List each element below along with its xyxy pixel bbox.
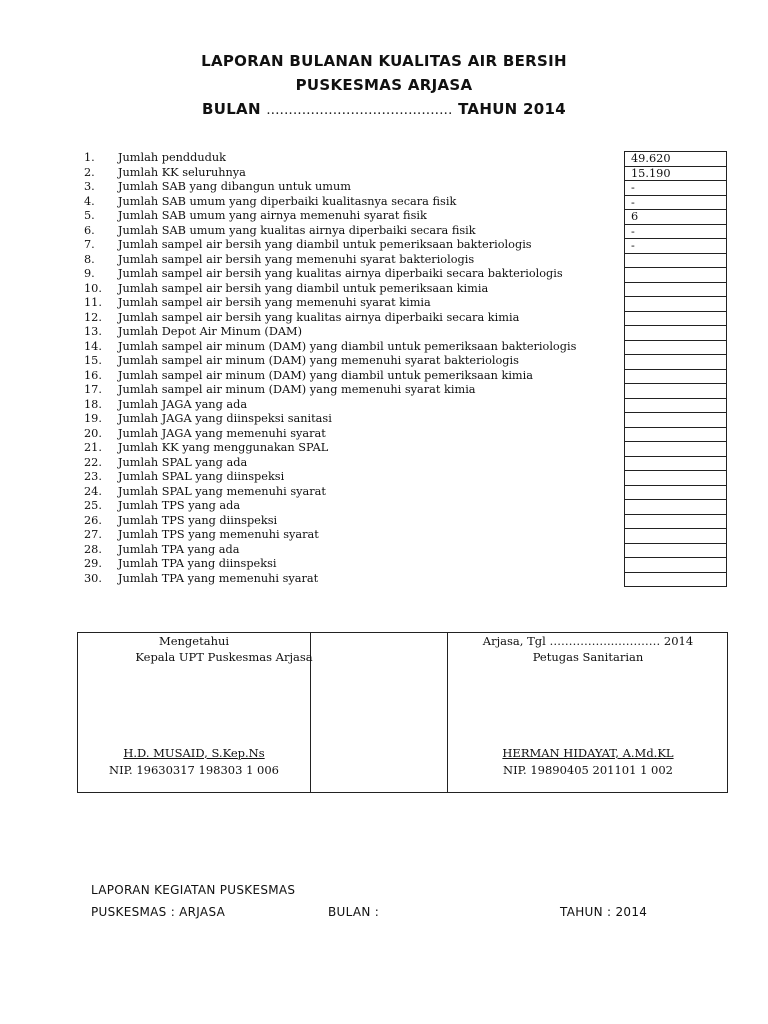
item-value: -: [625, 195, 727, 210]
item-number: 15.: [84, 354, 102, 367]
item-label: Jumlah sampel air bersih yang diambil untuk pemeriksaan bakteriologis: [118, 238, 532, 251]
item-value: [625, 326, 727, 341]
item-value: [625, 369, 727, 384]
item-label: Jumlah JAGA yang diinspeksi sanitasi: [118, 412, 332, 425]
item-value: [625, 514, 727, 529]
table-row: [625, 558, 727, 573]
table-row: [625, 543, 727, 558]
table-row: [625, 253, 727, 268]
table-row: [625, 485, 727, 500]
item-label: Jumlah TPS yang diinspeksi: [118, 513, 278, 527]
table-row: [625, 326, 727, 341]
item-label: Jumlah SAB umum yang kualitas airnya diperbaiki secara fisik: [118, 223, 476, 237]
table-row: [625, 500, 727, 515]
report-subtitle: PUSKESMAS ARJASA: [295, 76, 473, 94]
item-value: [625, 456, 727, 471]
signature-box: [77, 632, 728, 793]
left-sig-nip: NIP. 19630317 198303 1 006: [109, 763, 279, 777]
item-number: 4.: [84, 194, 95, 208]
item-value: [625, 427, 727, 442]
item-label: Jumlah TPS yang memenuhi syarat: [118, 528, 319, 541]
item-value: -: [625, 181, 727, 196]
item-number: 28.: [84, 542, 102, 556]
item-value: [625, 558, 727, 573]
item-label: Jumlah sampel air bersih yang kualitas airnya diperbaiki secara kimia: [118, 310, 520, 324]
table-row: [625, 195, 727, 210]
table-row: [625, 514, 727, 529]
item-label: Jumlah JAGA yang ada: [118, 397, 248, 411]
item-number: 1.: [84, 151, 95, 164]
item-number: 18.: [84, 397, 102, 411]
item-label: Jumlah JAGA yang memenuhi syarat: [118, 426, 326, 440]
item-number: 6.: [84, 223, 95, 237]
table-row: [625, 152, 727, 167]
item-number: 7.: [84, 238, 95, 251]
item-label: Jumlah sampel air bersih yang diambil untuk pemeriksaan kimia: [118, 281, 489, 295]
item-value: [625, 529, 727, 544]
item-label: Jumlah sampel air bersih yang memenuhi syarat kimia: [118, 296, 431, 309]
item-value: 49.620: [625, 152, 727, 167]
right-sig-line2: Petugas Sanitarian: [532, 650, 644, 664]
table-row: [625, 355, 727, 370]
item-value: [625, 442, 727, 457]
item-value: [625, 282, 727, 297]
item-value: [625, 398, 727, 413]
item-label: Jumlah pendduduk: [118, 151, 227, 164]
item-label: Jumlah SAB yang dibangun untuk umum: [118, 180, 351, 193]
item-label: Jumlah SPAL yang memenuhi syarat: [118, 484, 326, 498]
report-title: LAPORAN BULANAN KUALITAS AIR BERSIH: [201, 52, 567, 70]
left-sig-line1: Mengetahui: [158, 634, 230, 648]
item-value: [625, 485, 727, 500]
item-number: 8.: [84, 252, 95, 266]
item-value: [625, 355, 727, 370]
report-period: [0, 100, 768, 118]
item-label: Jumlah TPA yang memenuhi syarat: [118, 571, 319, 585]
table-row: [625, 268, 727, 283]
item-number: 11.: [84, 296, 102, 309]
item-label: Jumlah SPAL yang diinspeksi: [118, 470, 285, 483]
table-row: [625, 297, 727, 312]
item-number: 19.: [84, 412, 102, 425]
table-row: [625, 427, 727, 442]
item-number: 25.: [84, 499, 102, 512]
item-label: Jumlah sampel air minum (DAM) yang diambil untuk pemeriksaan bakteriologis: [118, 339, 577, 353]
item-label: Jumlah SPAL yang ada: [118, 455, 248, 469]
item-label: Jumlah SAB umum yang airnya memenuhi syarat fisik: [118, 209, 427, 222]
item-value: [625, 471, 727, 486]
item-value: [625, 500, 727, 515]
table-row: [625, 413, 727, 428]
table-row: [625, 398, 727, 413]
table-row: [625, 311, 727, 326]
item-label: Jumlah sampel air bersih yang kualitas airnya diperbaiki secara bakteriologis: [118, 267, 563, 280]
item-value: [625, 253, 727, 268]
item-value: [625, 543, 727, 558]
item-value: [625, 297, 727, 312]
table-row: [625, 210, 727, 225]
item-value: [625, 413, 727, 428]
item-number: 5.: [84, 209, 95, 222]
bulan-label: BULAN: [201, 100, 261, 118]
item-value: [625, 311, 727, 326]
right-sig-name: HERMAN HIDAYAT, A.Md.KL: [502, 746, 674, 760]
left-sig-name: H.D. MUSAID, S.Kep.Ns: [123, 746, 265, 760]
table-row: [625, 282, 727, 297]
item-number: 9.: [84, 267, 95, 280]
item-label: Jumlah sampel air minum (DAM) yang memenuhi syarat kimia: [118, 383, 476, 396]
item-label: Jumlah Depot Air Minum (DAM): [118, 325, 303, 338]
item-value: 15.190: [625, 166, 727, 181]
item-value: [625, 572, 727, 587]
left-sig-line2: Kepala UPT Puskesmas Arjasa: [135, 650, 313, 664]
table-row: [625, 239, 727, 254]
footer-tahun: TAHUN : 2014: [560, 905, 648, 919]
table-row: [625, 471, 727, 486]
item-number: 12.: [84, 310, 102, 324]
item-number: 10.: [84, 281, 102, 295]
item-label: Jumlah sampel air minum (DAM) yang memenuhi syarat bakteriologis: [118, 354, 519, 367]
item-label: Jumlah TPA yang diinspeksi: [118, 557, 277, 570]
table-row: [625, 572, 727, 587]
table-row: [625, 340, 727, 355]
item-label: Jumlah SAB umum yang diperbaiki kualitasnya secara fisik: [118, 194, 457, 208]
item-number: 29.: [84, 557, 102, 570]
table-row: [625, 181, 727, 196]
footer-title: LAPORAN KEGIATAN PUSKESMAS: [91, 883, 296, 897]
table-row: [625, 369, 727, 384]
table-row: [625, 384, 727, 399]
item-number: 20.: [84, 426, 102, 440]
table-row: [625, 224, 727, 239]
item-value: [625, 340, 727, 355]
table-row: [625, 166, 727, 181]
tahun-label: TAHUN 2014: [458, 100, 566, 118]
item-number: 27.: [84, 528, 102, 541]
item-label: Jumlah sampel air minum (DAM) yang diambil untuk pemeriksaan kimia: [118, 368, 533, 382]
item-number: 3.: [84, 180, 95, 193]
footer-bulan: BULAN :: [328, 905, 380, 919]
item-label: Jumlah TPA yang ada: [118, 542, 240, 556]
item-number: 30.: [84, 571, 102, 585]
item-number: 17.: [84, 383, 102, 396]
table-row: [625, 529, 727, 544]
item-number: 24.: [84, 484, 102, 498]
item-number: 16.: [84, 368, 102, 382]
table-row: [625, 442, 727, 457]
value-table: [624, 151, 727, 587]
table-row: [625, 456, 727, 471]
item-number: 26.: [84, 513, 102, 527]
item-label: Jumlah KK seluruhnya: [118, 165, 246, 179]
item-value: [625, 268, 727, 283]
item-number: 21.: [84, 441, 102, 454]
item-number: 23.: [84, 470, 102, 483]
item-value: -: [625, 239, 727, 254]
item-number: 22.: [84, 455, 102, 469]
item-number: 14.: [84, 339, 102, 353]
item-number: 2.: [84, 165, 95, 179]
item-label: Jumlah KK yang menggunakan SPAL: [118, 441, 329, 454]
item-value: -: [625, 224, 727, 239]
item-label: Jumlah TPS yang ada: [118, 499, 241, 512]
right-sig-nip: NIP. 19890405 201101 1 002: [503, 763, 673, 777]
item-number: 13.: [84, 325, 102, 338]
item-value: [625, 384, 727, 399]
item-label: Jumlah sampel air bersih yang memenuhi syarat bakteriologis: [118, 252, 475, 266]
right-sig-line1: Arjasa, Tgl ……………..………… 2014: [482, 634, 694, 648]
item-value: 6: [625, 210, 727, 225]
footer-puskesmas: PUSKESMAS : ARJASA: [91, 905, 226, 919]
bulan-dots: ..........................................: [266, 103, 453, 118]
